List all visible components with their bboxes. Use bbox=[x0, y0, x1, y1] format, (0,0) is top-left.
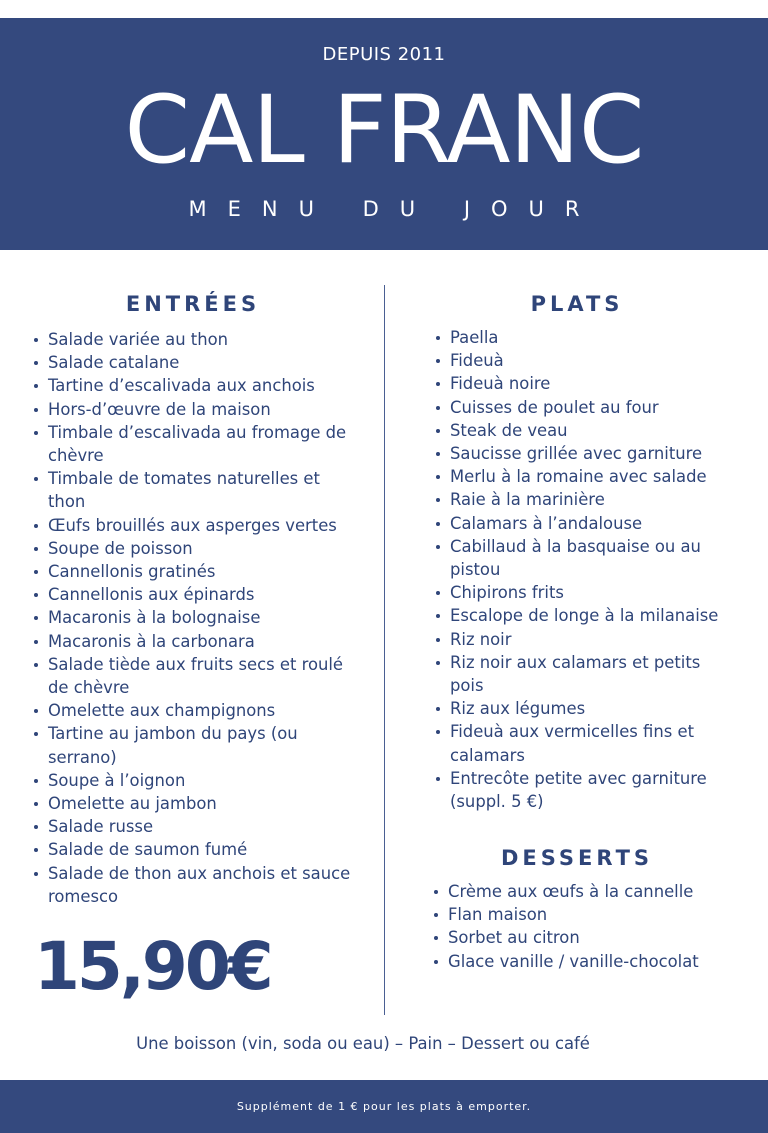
menu-subtitle: MENU DU JOUR bbox=[188, 197, 601, 221]
entrees-item: Salade russe bbox=[32, 815, 352, 838]
plats-item: Riz noir aux calamars et petits pois bbox=[434, 651, 734, 697]
entrees-item: Cannellonis gratinés bbox=[32, 560, 352, 583]
entrees-item: Macaronis à la carbonara bbox=[32, 630, 352, 653]
plats-item: Cabillaud à la basquaise ou au pistou bbox=[434, 535, 734, 581]
entrees-item: Œufs brouillés aux asperges vertes bbox=[32, 514, 352, 537]
entrees-item: Tartine d’escalivada aux anchois bbox=[32, 374, 352, 397]
plats-item: Raie à la marinière bbox=[434, 488, 734, 511]
entrees-item: Tartine au jambon du pays (ou serrano) bbox=[32, 722, 352, 768]
plats-item: Riz noir bbox=[434, 628, 734, 651]
entrees-item: Omelette au jambon bbox=[32, 792, 352, 815]
plats-item: Steak de veau bbox=[434, 419, 734, 442]
plats-item: Calamars à l’andalouse bbox=[434, 512, 734, 535]
entrees-item: Salade catalane bbox=[32, 351, 352, 374]
takeaway-note: Supplément de 1 € pour les plats à emporter. bbox=[236, 1100, 532, 1113]
restaurant-name: CAL FRANC bbox=[124, 76, 644, 185]
plats-item: Paella bbox=[434, 326, 734, 349]
entrees-item: Salade de saumon fumé bbox=[32, 838, 352, 861]
plats-item: Cuisses de poulet au four bbox=[434, 396, 734, 419]
plats-item: Riz aux légumes bbox=[434, 697, 734, 720]
includes-text: Une boisson (vin, soda ou eau) – Pain – Dessert ou café bbox=[136, 1034, 590, 1053]
plats-item: Chipirons frits bbox=[434, 581, 734, 604]
desserts-item: Glace vanille / vanille-chocolat bbox=[432, 950, 732, 973]
header-banner bbox=[0, 18, 768, 250]
plats-item: Fideuà bbox=[434, 349, 734, 372]
plats-title: PLATS bbox=[530, 292, 624, 316]
footer-banner bbox=[0, 1080, 768, 1133]
plats-item: Escalope de longe à la milanaise bbox=[434, 604, 734, 627]
plats-item: Fideuà noire bbox=[434, 372, 734, 395]
column-divider bbox=[384, 285, 385, 1015]
desserts-item: Flan maison bbox=[432, 903, 732, 926]
entrees-item: Timbale d’escalivada au fromage de chèvre bbox=[32, 421, 352, 467]
plats-item: Saucisse grillée avec garniture bbox=[434, 442, 734, 465]
entrees-title: ENTRÉES bbox=[125, 292, 261, 316]
desserts-title: DESSERTS bbox=[500, 846, 654, 870]
desserts-item: Sorbet au citron bbox=[432, 926, 732, 949]
entrees-item: Salade variée au thon bbox=[32, 328, 352, 351]
entrees-item: Cannellonis aux épinards bbox=[32, 583, 352, 606]
entrees-list bbox=[32, 328, 352, 908]
plats-item: Entrecôte petite avec garniture (suppl. 5 €) bbox=[434, 767, 734, 813]
entrees-item: Salade tiède aux fruits secs et roulé de chèvre bbox=[32, 653, 352, 699]
entrees-item: Salade de thon aux anchois et sauce romesco bbox=[32, 862, 352, 908]
desserts-list bbox=[432, 880, 732, 973]
since-text: DEPUIS 2011 bbox=[322, 44, 446, 65]
entrees-item: Hors-d’œuvre de la maison bbox=[32, 398, 352, 421]
menu-price: 15,90€ bbox=[34, 928, 271, 1005]
plats-item: Merlu à la romaine avec salade bbox=[434, 465, 734, 488]
entrees-item: Soupe de poisson bbox=[32, 537, 352, 560]
plats-list bbox=[434, 326, 734, 813]
entrees-item: Timbale de tomates naturelles et thon bbox=[32, 467, 352, 513]
entrees-item: Macaronis à la bolognaise bbox=[32, 606, 352, 629]
entrees-item: Omelette aux champignons bbox=[32, 699, 352, 722]
plats-item: Fideuà aux vermicelles fins et calamars bbox=[434, 720, 734, 766]
desserts-item: Crème aux œufs à la cannelle bbox=[432, 880, 732, 903]
entrees-item: Soupe à l’oignon bbox=[32, 769, 352, 792]
